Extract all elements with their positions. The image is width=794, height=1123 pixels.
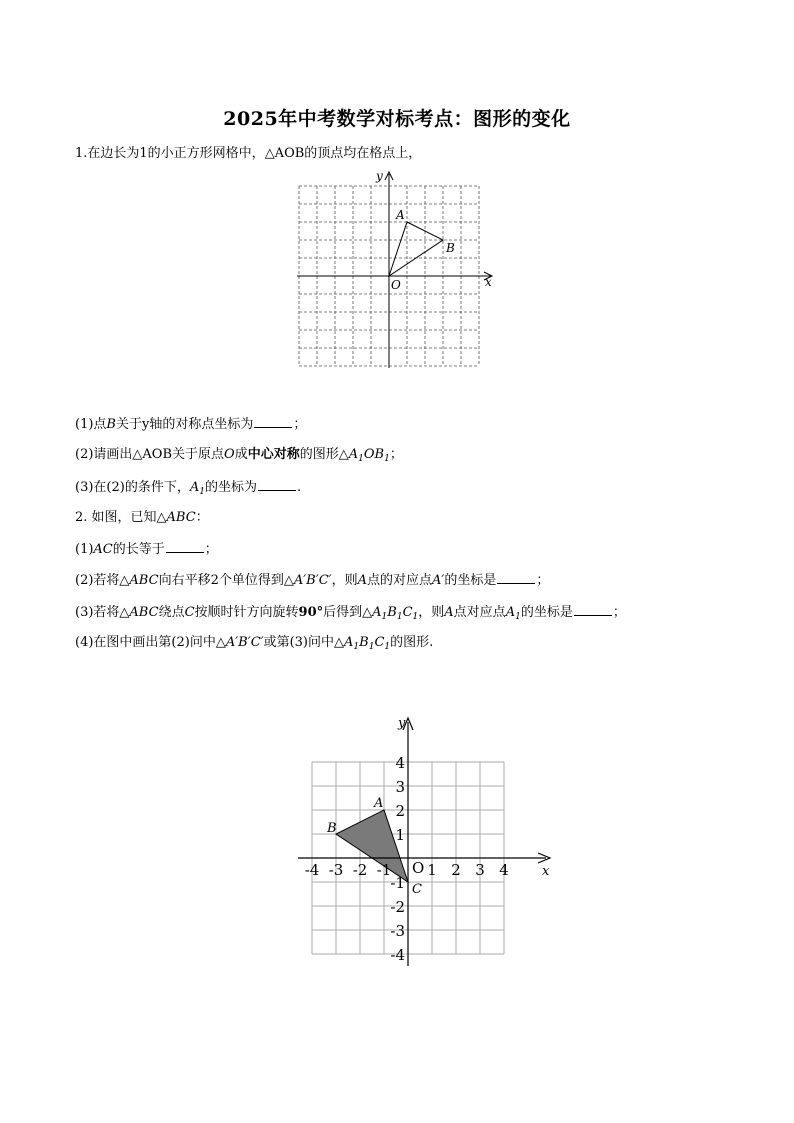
q1-p3-a: A (189, 480, 200, 495)
q2-x-tick: -4 (304, 861, 320, 879)
q1-p2-ob: OB (363, 447, 385, 462)
q1-p2-mid: 关于原点 (172, 447, 225, 462)
q2-p4-abc: A′B′C′ (225, 635, 264, 650)
q2-p4-tri: △ (215, 635, 226, 650)
q2-p3-answer-blank[interactable] (574, 603, 612, 616)
q2-point-b: B (327, 821, 337, 836)
q2-p3-mid2: 按顺时针方向旋转 (194, 605, 299, 620)
q1-p2-bold: 中心对称 (247, 447, 300, 462)
q2-p3-a: A (444, 605, 454, 620)
q2-p2-mid: 向右平移2个单位得到 (158, 573, 284, 588)
q1-p2-tri2: △ (338, 447, 349, 462)
q2-coordinate-figure (290, 710, 560, 972)
q2-p3-mid: 绕点 (158, 605, 185, 620)
q2-p3-mid5: 点对应点 (453, 605, 506, 620)
q2-y-tick: 2 (395, 802, 405, 820)
q1-p2-o: O (224, 447, 235, 462)
q1-p2-sub2: 1 (384, 454, 390, 464)
q2-p3-mid3: 后得到 (323, 605, 363, 620)
q2-p1-answer-blank[interactable] (166, 540, 204, 553)
q1-intro-text: 在边长为1的小正方形网格中， (87, 146, 265, 161)
q1-p2-tri: △AOB (132, 447, 173, 462)
q2-part2 (75, 571, 549, 590)
q2-p2-head: (2)若将 (75, 573, 120, 588)
q2-p2-end: ； (536, 573, 550, 588)
q2-p2-ap: A′ (432, 573, 445, 588)
q2-x-label: x (542, 864, 550, 879)
q2-p3-b1: B (387, 605, 397, 620)
q2-intro-tri: △ (156, 510, 167, 525)
q2-x-tick: -2 (352, 861, 368, 879)
page-title: 2025年中考数学对标考点：图形的变化 (223, 108, 571, 130)
q2-p2-mid2: ，则 (331, 573, 358, 588)
q1-axes (297, 172, 492, 368)
q2-p3-mid4: ，则 (418, 605, 445, 620)
q2-part3 (75, 603, 626, 626)
q2-x-tick: -1 (376, 861, 392, 879)
q1-p1-answer-blank[interactable] (254, 415, 292, 428)
q2-x-tick: 1 (427, 861, 437, 879)
q2-intro (75, 509, 209, 527)
q2-p3-sub-b: 1 (396, 612, 403, 622)
q2-p3-c: C (184, 605, 195, 620)
q1-p1-b: B (106, 417, 116, 432)
q1-p1-head: (1)点 (75, 417, 107, 432)
q2-p3-c1: C (402, 605, 413, 620)
q2-p2-mid3: 点的对应点 (367, 573, 433, 588)
q2-p3-tri: △ (119, 605, 130, 620)
q2-intro-text: 2. 如图，已知 (75, 510, 157, 525)
q2-p2-abc2: A′B′C′ (293, 573, 332, 588)
q1-x-label: x (485, 275, 492, 289)
q2-p1-tail: 的长等于 (112, 542, 165, 557)
q2-y-tick: 3 (395, 778, 405, 796)
q2-y-tick: 4 (395, 754, 405, 772)
q1-point-o: O (391, 278, 401, 292)
q1-p1-end: ； (293, 417, 307, 432)
q2-y-tick: -2 (390, 898, 405, 916)
q2-p2-a: A (357, 573, 367, 588)
q1-number: 1. (75, 146, 88, 161)
q2-y-tick: 1 (395, 826, 405, 844)
q1-grid-figure (294, 164, 500, 374)
q2-p4-c1: C (374, 635, 385, 650)
q2-triangle-abc (336, 810, 408, 882)
q2-p3-tail: 的坐标是 (520, 605, 573, 620)
q2-p2-answer-blank[interactable] (497, 571, 535, 584)
q2-intro-abc: ABC (166, 510, 196, 525)
q2-part4 (75, 634, 433, 656)
q1-p2-head: (2)请画出 (75, 447, 133, 462)
q2-p3-tri2: △ (362, 605, 373, 620)
q2-p3-deg: 90° (298, 605, 324, 620)
q2-p3-a1: A (372, 605, 382, 620)
q2-p2-tail: 的坐标是 (444, 573, 497, 588)
q2-p1-end: ； (204, 542, 218, 557)
q2-p3-head: (3)若将 (75, 605, 120, 620)
q2-p4-sub-a: 1 (353, 642, 360, 652)
q1-p2-sub1: 1 (358, 454, 364, 464)
q1-intro (75, 145, 421, 163)
q1-triangle-aob (389, 222, 443, 276)
q2-p2-tri: △ (119, 573, 130, 588)
q2-part1 (75, 540, 218, 559)
q2-p3-sub-a: 1 (381, 612, 388, 622)
q2-p4-tail: 的图形. (390, 635, 434, 650)
q2-y-tick: -3 (390, 922, 405, 940)
q1-p2-mid3: 的图形 (299, 447, 339, 462)
q1-intro-tail: 的顶点均在格点上， (304, 146, 422, 161)
q2-y-tick: -1 (390, 874, 405, 892)
q1-p2-a: A (348, 447, 359, 462)
q2-p4-b1: B (359, 635, 369, 650)
q1-point-a: A (396, 208, 405, 222)
q1-p3-tail: 的坐标为 (204, 480, 257, 495)
q1-p2-end: ； (389, 447, 403, 462)
q2-p3-sub-c: 1 (412, 612, 419, 622)
q1-p3-end: . (296, 480, 302, 495)
q1-p2-mid2: 成 (234, 447, 248, 462)
q1-y-label: y (376, 169, 383, 183)
q1-p3-answer-blank[interactable] (258, 478, 296, 491)
q1-part2 (75, 446, 403, 468)
q2-origin-label: O (412, 859, 425, 877)
q2-p3-ar: A (505, 605, 516, 620)
q2-p1-ac: AC (93, 542, 113, 557)
q2-intro-end: ： (195, 510, 209, 525)
q1-part1 (75, 415, 306, 434)
q1-point-b: B (446, 241, 455, 255)
q2-point-c: C (412, 882, 422, 897)
q2-p4-head: (4)在图中画出第(2)问中 (75, 635, 216, 650)
q2-x-tick: 4 (499, 861, 509, 879)
q2-p2-abc: ABC (129, 573, 159, 588)
q2-p3-abc: ABC (129, 605, 159, 620)
q2-p4-a1: A (344, 635, 354, 650)
q2-p3-end: ； (612, 605, 626, 620)
q2-y-tick: -4 (390, 946, 405, 964)
q1-p3-head: (3)在(2)的条件下， (75, 480, 190, 495)
q2-p4-tri2: △ (334, 635, 345, 650)
q2-x-tick: 3 (475, 861, 485, 879)
q1-part3 (75, 478, 301, 501)
q2-p4-sub-c: 1 (384, 642, 391, 652)
q1-intro-tri: △AOB (264, 146, 305, 161)
q2-x-ticks (305, 861, 509, 879)
q2-point-a: A (374, 796, 384, 811)
q1-p3-sub: 1 (199, 487, 205, 497)
q2-p2-tri2: △ (283, 573, 294, 588)
q2-y-label: y (398, 716, 406, 731)
q2-x-tick: -3 (328, 861, 344, 879)
q2-p3-sub-ar: 1 (515, 612, 521, 622)
q2-p4-mid: 或第(3)问中 (263, 635, 335, 650)
q1-p1-tail: 关于y轴的对称点坐标为 (115, 417, 254, 432)
q2-x-tick: 2 (451, 861, 461, 879)
q2-p1-head: (1) (75, 542, 94, 557)
q2-p4-sub-b: 1 (368, 642, 375, 652)
